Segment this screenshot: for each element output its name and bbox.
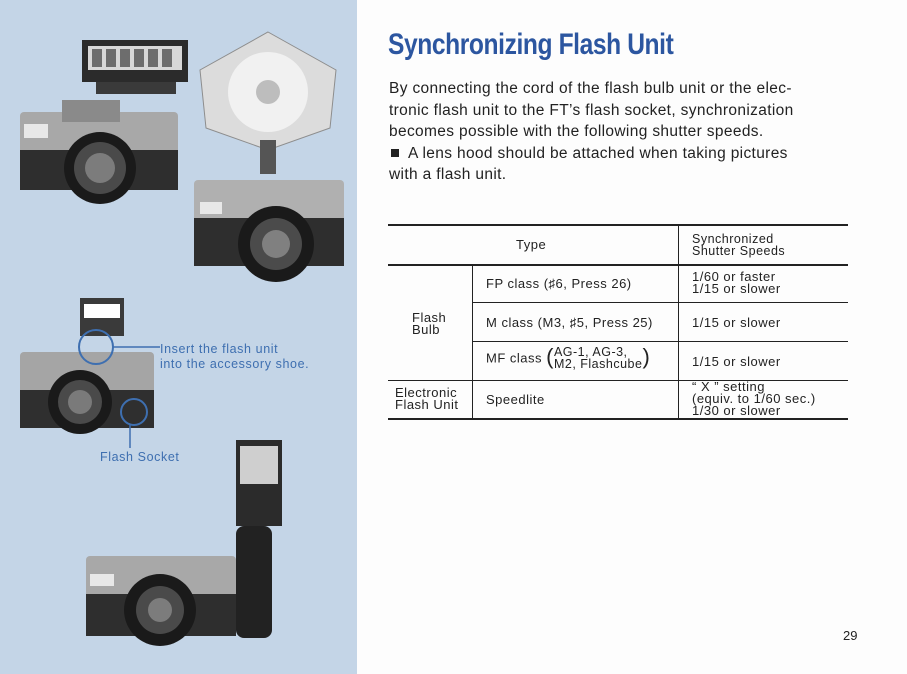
electronic-type: Speedlite bbox=[486, 392, 545, 407]
table-row-speed bbox=[692, 271, 781, 295]
note-line-2: with a flash unit. bbox=[389, 166, 507, 183]
header-speeds-line2: Shutter Speeds bbox=[692, 244, 786, 258]
group-flash-bulb bbox=[412, 312, 446, 336]
table-row-type: M class (M3, ♯5, Press 25) bbox=[486, 315, 653, 330]
camera-with-flash-unit-1 bbox=[20, 40, 188, 204]
speed-line: (equiv. to 1/60 sec.) bbox=[692, 391, 816, 406]
note-text-1: A lens hood should be attached when taking pictures bbox=[408, 144, 788, 162]
paragraph-line-1: By connecting the cord of the flash bulb unit or the elec- bbox=[389, 80, 792, 97]
paragraph-line-2: tronic flash unit to the FT’s flash socket, synchronization bbox=[389, 101, 794, 119]
paragraph-line-3: becomes possible with the following shutter speeds. bbox=[389, 123, 764, 140]
table-col-rule bbox=[678, 224, 679, 419]
group-flash-bulb-line1: Flash bbox=[412, 310, 447, 325]
group-electronic-line1: Electronic bbox=[395, 385, 458, 400]
speed-line: 1/30 or slower bbox=[692, 403, 781, 418]
body-text bbox=[389, 78, 849, 186]
table-row-rule bbox=[472, 302, 848, 303]
table-bottom-rule bbox=[388, 418, 848, 420]
camera-with-grip-flash bbox=[86, 440, 282, 646]
table-col-rule bbox=[472, 265, 473, 419]
table-row-rule bbox=[472, 341, 848, 342]
table-row-type: FP class (♯6, Press 26) bbox=[486, 276, 632, 291]
group-electronic-flash bbox=[395, 387, 459, 411]
page-number: 29 bbox=[843, 628, 858, 643]
table-row-speed: 1/15 or slower bbox=[692, 315, 781, 330]
camera-with-bulb-flash bbox=[194, 32, 344, 282]
mf-class-prefix: MF class bbox=[486, 350, 542, 366]
camera-with-shoe-flash bbox=[20, 298, 160, 448]
paren-open: ( bbox=[546, 344, 554, 370]
table-top-rule bbox=[388, 224, 848, 226]
camera-illustrations bbox=[0, 0, 357, 674]
header-speeds bbox=[692, 233, 785, 257]
callout-shoe-line2: into the accessory shoe. bbox=[160, 357, 310, 371]
electronic-speed bbox=[692, 381, 816, 417]
callout-accessory-shoe bbox=[160, 342, 309, 372]
table-row-speed: 1/15 or slower bbox=[692, 354, 781, 369]
callout-flash-socket: Flash Socket bbox=[100, 450, 180, 464]
note-line-1 bbox=[389, 143, 849, 165]
mf-bulbs-line2: M2, Flashcube bbox=[553, 357, 643, 371]
table-row-type bbox=[486, 346, 650, 370]
table-header-rule bbox=[388, 264, 848, 266]
bullet-square-icon bbox=[391, 149, 399, 157]
header-type: Type bbox=[516, 237, 547, 252]
paren-close: ) bbox=[642, 344, 651, 370]
mf-class-bulbs bbox=[554, 346, 642, 370]
callout-shoe-line1: Insert the flash unit bbox=[160, 342, 279, 356]
header-speeds-line1: Synchronized bbox=[692, 232, 774, 246]
mf-bulbs-line1: AG-1, AG-3, bbox=[553, 345, 628, 359]
group-flash-bulb-line2: Bulb bbox=[412, 322, 441, 337]
page-title: Synchronizing Flash Unit bbox=[388, 28, 674, 61]
speed-line: “ X ” setting bbox=[692, 379, 765, 394]
sync-speed-table bbox=[388, 224, 848, 420]
speed-line: 1/15 or slower bbox=[692, 281, 781, 296]
illustration-panel bbox=[0, 0, 357, 674]
group-electronic-line2: Flash Unit bbox=[395, 397, 459, 412]
speed-line: 1/60 or faster bbox=[692, 269, 776, 284]
